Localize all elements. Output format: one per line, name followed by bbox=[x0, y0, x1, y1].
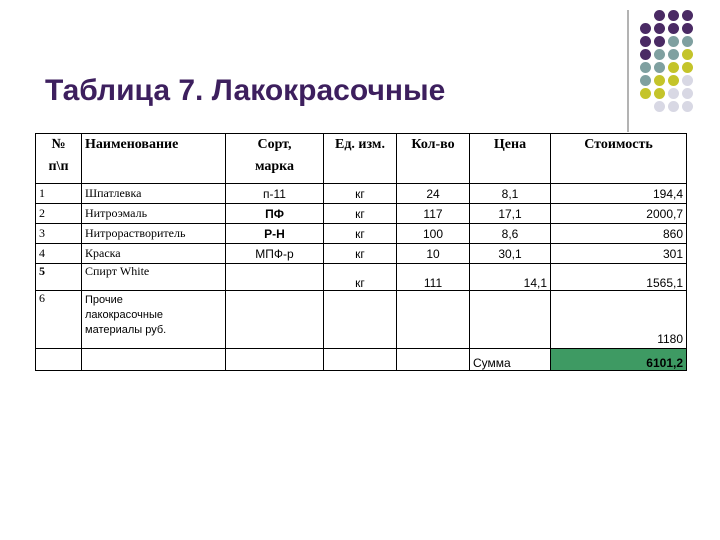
decorative-dot bbox=[654, 36, 665, 47]
decorative-dot bbox=[654, 49, 665, 60]
slide-title: Таблица 7. Лакокрасочные bbox=[45, 74, 446, 107]
table-row bbox=[36, 204, 687, 224]
row-qty: 117 bbox=[397, 204, 470, 224]
row-name-line2: лакокрасочные bbox=[85, 309, 163, 321]
decorative-dot bbox=[654, 101, 665, 112]
header-sort-line1: Сорт, bbox=[257, 137, 292, 152]
row-unit: кг bbox=[324, 244, 397, 264]
row-sort: Р-Н bbox=[226, 224, 324, 244]
decorative-dot bbox=[668, 49, 679, 60]
decorative-dot bbox=[654, 88, 665, 99]
row-name: Нитроэмаль bbox=[82, 204, 226, 224]
row-qty: 24 bbox=[397, 184, 470, 204]
footer-empty-cell bbox=[226, 349, 324, 371]
row-price: 14,1 bbox=[470, 264, 551, 291]
row-sort: ПФ bbox=[226, 204, 324, 224]
decorative-dot bbox=[682, 75, 693, 86]
sum-label: Сумма bbox=[470, 349, 551, 371]
table-row bbox=[36, 264, 687, 291]
header-sort bbox=[226, 134, 324, 184]
decorative-dot bbox=[682, 36, 693, 47]
decorative-dot bbox=[682, 101, 693, 112]
table-row bbox=[36, 224, 687, 244]
decorative-dot bbox=[668, 36, 679, 47]
footer-empty-cell bbox=[36, 349, 82, 371]
footer-row bbox=[36, 349, 687, 371]
row-qty bbox=[397, 291, 470, 349]
row-price: 17,1 bbox=[470, 204, 551, 224]
decorative-dot bbox=[668, 88, 679, 99]
table-row bbox=[36, 291, 687, 349]
decorative-dot bbox=[654, 23, 665, 34]
materials-table bbox=[35, 133, 687, 371]
decorative-dot bbox=[682, 62, 693, 73]
row-name-line1: Прочие bbox=[85, 294, 123, 306]
row-sort: МПФ-р bbox=[226, 244, 324, 264]
decorative-dot bbox=[668, 75, 679, 86]
header-cost: Стоимость bbox=[551, 134, 687, 184]
header-row bbox=[36, 134, 687, 184]
row-qty: 100 bbox=[397, 224, 470, 244]
row-sort: п-11 bbox=[226, 184, 324, 204]
decorative-dot bbox=[640, 62, 651, 73]
row-num: 5 bbox=[36, 264, 82, 291]
decorative-dot bbox=[668, 23, 679, 34]
header-sort-line2: марка bbox=[254, 159, 295, 174]
footer-empty-cell bbox=[397, 349, 470, 371]
row-price: 30,1 bbox=[470, 244, 551, 264]
row-name bbox=[82, 291, 226, 349]
decorative-dot bbox=[640, 49, 651, 60]
row-num: 2 bbox=[36, 204, 82, 224]
decorative-dot bbox=[640, 75, 651, 86]
row-cost: 1565,1 bbox=[551, 264, 687, 291]
row-name: Нитрорастворитель bbox=[82, 224, 226, 244]
row-price: 8,6 bbox=[470, 224, 551, 244]
row-name: Краска bbox=[82, 244, 226, 264]
row-cost: 2000,7 bbox=[551, 204, 687, 224]
header-num bbox=[36, 134, 82, 184]
row-cost: 301 bbox=[551, 244, 687, 264]
vertical-divider bbox=[627, 10, 629, 132]
decorative-dot bbox=[640, 88, 651, 99]
row-cost: 860 bbox=[551, 224, 687, 244]
row-num: 4 bbox=[36, 244, 82, 264]
row-name: Шпатлевка bbox=[82, 184, 226, 204]
decorative-dot bbox=[640, 23, 651, 34]
row-sort bbox=[226, 291, 324, 349]
row-num: 3 bbox=[36, 224, 82, 244]
row-sort bbox=[226, 264, 324, 291]
row-cost: 1180 bbox=[551, 291, 687, 349]
table-row bbox=[36, 184, 687, 204]
row-num: 1 bbox=[36, 184, 82, 204]
row-unit: кг bbox=[324, 204, 397, 224]
decorative-dot bbox=[668, 101, 679, 112]
table-row bbox=[36, 244, 687, 264]
row-num: 6 bbox=[36, 291, 82, 349]
row-qty: 10 bbox=[397, 244, 470, 264]
row-name-line3: материалы руб. bbox=[85, 324, 167, 336]
row-unit: кг bbox=[324, 264, 397, 291]
row-cost: 194,4 bbox=[551, 184, 687, 204]
footer-empty-cell bbox=[82, 349, 226, 371]
decorative-dot bbox=[668, 10, 679, 21]
decorative-dot bbox=[682, 23, 693, 34]
row-price bbox=[470, 291, 551, 349]
decorative-dot bbox=[682, 88, 693, 99]
row-unit: кг bbox=[324, 184, 397, 204]
header-unit: Ед. изм. bbox=[324, 134, 397, 184]
row-unit: кг bbox=[324, 224, 397, 244]
header-price: Цена bbox=[470, 134, 551, 184]
footer-empty-cell bbox=[324, 349, 397, 371]
decorative-dot-grid bbox=[640, 10, 712, 110]
row-qty: 111 bbox=[397, 264, 470, 291]
header-qty: Кол-во bbox=[397, 134, 470, 184]
row-unit bbox=[324, 291, 397, 349]
sum-total: 6101,2 bbox=[551, 349, 687, 371]
decorative-dot bbox=[654, 10, 665, 21]
decorative-dot bbox=[654, 75, 665, 86]
decorative-dot bbox=[640, 36, 651, 47]
row-name: Спирт White bbox=[82, 264, 226, 291]
header-name: Наименование bbox=[82, 134, 226, 184]
decorative-dot bbox=[668, 62, 679, 73]
decorative-dot bbox=[654, 62, 665, 73]
decorative-dot bbox=[682, 49, 693, 60]
decorative-dot bbox=[682, 10, 693, 21]
header-num-line2: п\п bbox=[48, 159, 69, 174]
row-price: 8,1 bbox=[470, 184, 551, 204]
header-num-line1: № bbox=[51, 137, 66, 152]
